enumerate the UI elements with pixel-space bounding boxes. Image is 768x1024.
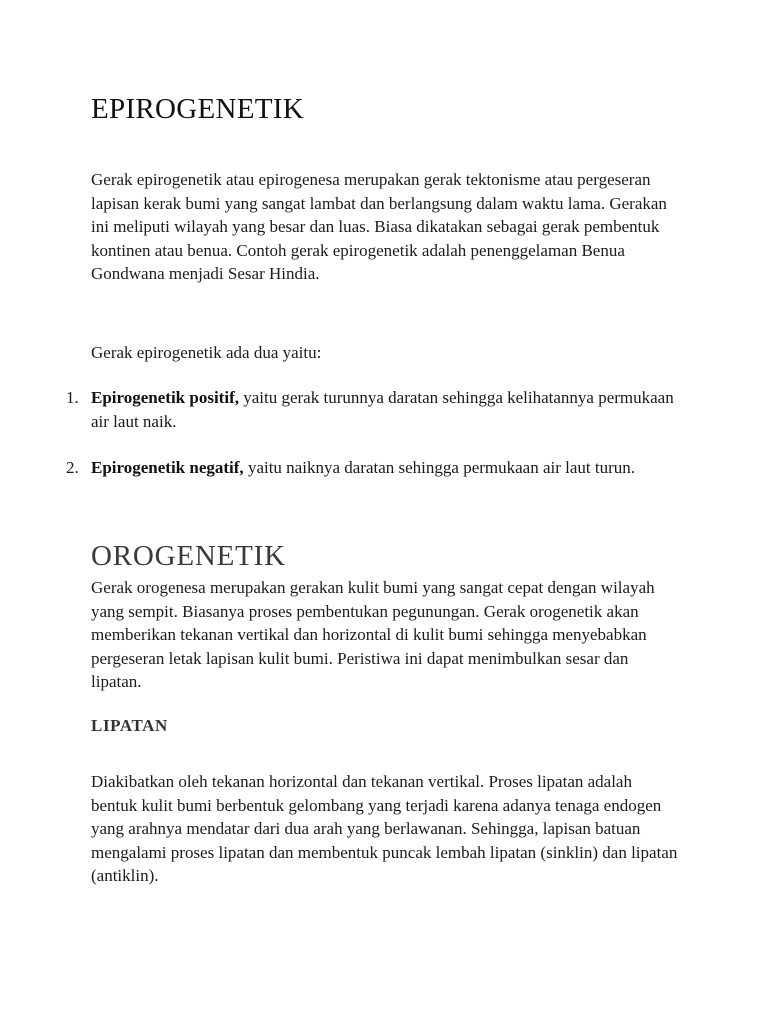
list-text: yaitu naiknya daratan sehingga permukaan air laut turun. xyxy=(243,458,636,477)
paragraph-jenis-epirogenetik: Gerak epirogenetik ada dua yaitu: xyxy=(91,343,322,362)
list-text: yaitu gerak turunnya daratan sehingga kelihatannya permukaan air laut naik. xyxy=(91,388,674,431)
paragraph-orogenetik: Gerak orogenesa merupakan gerakan kulit bumi yang sangat cepat dengan wilayah yang sempit. Biasanya proses pembentukan pegunungan. Gerak orogenetik akan memberikan tekanan vertikal dan horizontal di kulit bumi sehingga menyebabkan pergeseran letak lapisan kulit bumi. Peristiwa ini dapat menimbulkan sesar dan lipatan. xyxy=(91,578,655,691)
list-item xyxy=(66,386,676,434)
paragraph-epirogenetik: Gerak epirogenetik atau epirogenesa merupakan gerak tektonisme atau pergeseran lapisan kerak bumi yang sangat lambat dan berlangsung dalam waktu lama. Gerakan ini meliputi wilayah yang besar dan luas. Biasa dikatakan sebagai gerak pembentuk kontinen atau benua. Contoh gerak epirogenetik adalah penenggelaman Benua Gondwana menjadi Sesar Hindia. xyxy=(91,170,667,283)
paragraph-lipatan: Diakibatkan oleh tekanan horizontal dan tekanan vertikal. Proses lipatan adalah bentuk kulit bumi berbentuk gelombang yang terjadi karena adanya tenaga endogen yang arahnya mendatar dari dua arah yang berlawanan. Sehingga, lapisan batuan mengalami proses lipatan dan membentuk puncak lembah lipatan (sinklin) dan lipatan (antiklin). xyxy=(91,772,678,885)
heading-lipatan: LIPATAN xyxy=(91,716,168,735)
list-number: 1. xyxy=(66,388,79,407)
list-term: Epirogenetik positif, xyxy=(91,388,239,407)
heading-epirogenetik: EPIROGENETIK xyxy=(91,93,305,125)
list-term: Epirogenetik negatif, xyxy=(91,458,244,477)
heading-orogenetik: OROGENETIK xyxy=(91,540,286,572)
list-number: 2. xyxy=(66,458,79,477)
list-item xyxy=(66,456,676,480)
